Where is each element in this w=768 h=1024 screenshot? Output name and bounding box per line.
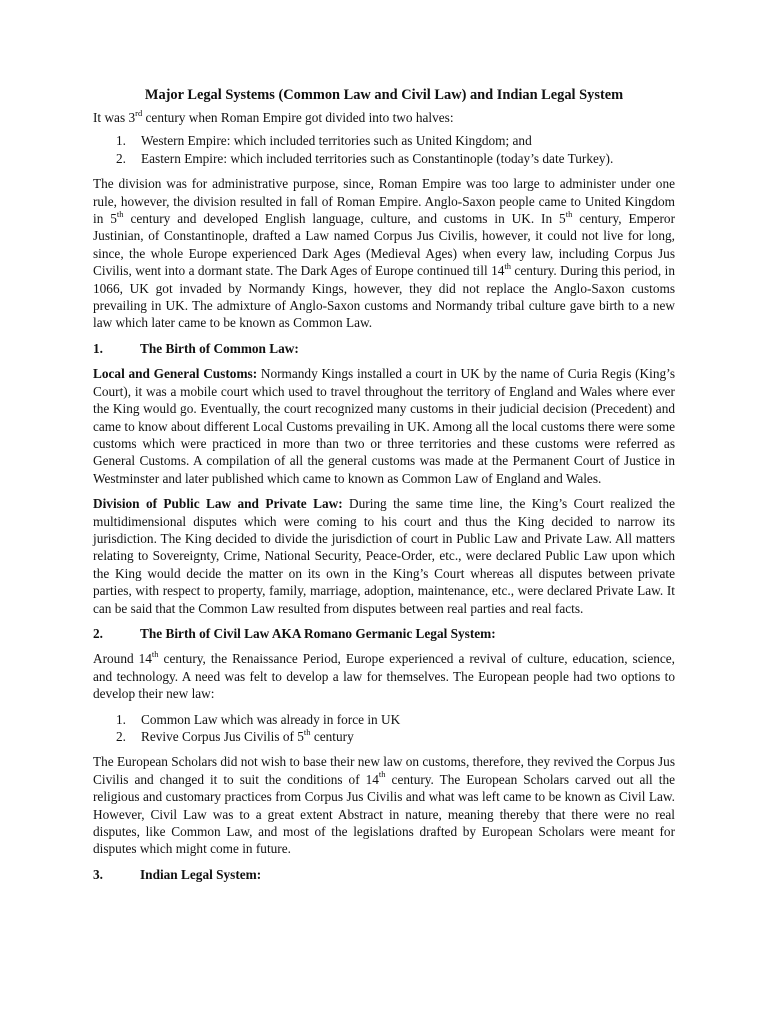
superscript: th [504, 260, 511, 271]
section-number: 1. [93, 340, 103, 356]
list-number: 1. [116, 133, 126, 149]
paragraph-text: century, Emperor Justinian, of Constantinople, drafted a Law named Corpus Jus Civilis, however, it could not live for long, since, the whole Europe experienced Dark Ages (Medieval Ages) when every law, including Corpus Jus Civilis, went into a dormant state. The Dark Ages of Europe continued till 14 [93, 211, 675, 279]
superscript: th [565, 208, 573, 219]
list-item [93, 132, 675, 149]
paragraph-text: The division was for administrative purpose, since, Roman Empire was too large to administer under one rule, however, the division resulted in fall of Roman Empire. Anglo-Saxon people came to United Kingdom in 5 [93, 176, 675, 227]
list-text-part: century [310, 729, 354, 744]
section-heading-common-law [93, 340, 675, 357]
list-number: 1. [116, 711, 126, 727]
options-list [93, 711, 675, 746]
list-text [141, 728, 354, 745]
superscript: rd [135, 107, 143, 118]
paragraph-text: century. During this period, in 1066, UK got invaded by Normandy Kings, however, they did not replace the Anglo-Saxon customs prevailing in UK. The admixture of Anglo-Saxon customs and Normandy tribal culture gave birth to a new law which later came to be known as Common Law. [93, 263, 675, 331]
list-text: Common Law which was already in force in UK [141, 711, 401, 727]
paragraph-lead: Division of Public Law and Private Law: [93, 496, 343, 512]
superscript: th [303, 726, 311, 737]
list-text: Western Empire: which included territories such as United Kingdom; and [141, 133, 532, 149]
intro-text: It was 3 [93, 110, 136, 125]
public-private-paragraph [93, 495, 675, 617]
intro-paragraph [93, 109, 675, 126]
paragraph-lead: Local and General Customs: [93, 366, 258, 382]
section-heading-civil-law [93, 625, 675, 642]
section-number: 3. [93, 866, 103, 882]
section-number: 2. [93, 625, 103, 641]
superscript: th [116, 208, 124, 219]
superscript: th [378, 769, 386, 780]
paragraph-text: century. The European Scholars carved out all the religious and customary practices from Corpus Jus Civilis and what was left came to be known as Civil Law. However, Civil Law was to a great extent Abstract in nature, meaning thereby that there were no real disputes, like Common Law, and most of the legislations drafted by European Scholars were meant for disputes which might come in future. [93, 771, 675, 857]
section-heading-indian-legal-system [93, 866, 675, 883]
paragraph-text: During the same time line, the King’s Court realized the multidimensional disputes which were coming to his court and thus the King decided to narrow its jurisdiction. The King decided to divide the jurisdiction of court in Public Law and Private Law. All matters relating to Sovereignty, Crime, National Security, Peace-Order, etc., were declared Public Law upon which the King would decide the matter on its own in the King’s Court whereas all disputes between private parties, with respect to property, family, marriage, adoption, maintenance, etc., were declared Private Law. It can be said that the Common Law resulted from disputes between real parties and real facts. [93, 496, 676, 616]
section-title: The Birth of Common Law: [140, 340, 299, 356]
list-item [93, 711, 675, 728]
section-title: Indian Legal System: [140, 866, 262, 882]
superscript: th [151, 648, 159, 659]
paragraph-text: century and developed English language, culture, and customs in UK. In 5 [123, 211, 566, 227]
renaissance-paragraph [93, 650, 675, 702]
paragraph-text: Normandy Kings installed a court in UK by the name of Curia Regis (King’s Court), it was a mobile court which used to travel throughout the territory of England and Wales where ever the King would go. Eventually, the court recognized many customs in their judicial decision (Precedent) and came to know about different Local Customs prevailing in UK. Among all the local customs there were some customs which were practiced in more than two or three territories and these customs were referred as General Customs. A compilation of all the general customs was made at the Permanent Court of Justice in Westminster and later published which came to known as Common Law of England and Wales. [93, 366, 675, 486]
list-text: Eastern Empire: which included territories such as Constantinople (today’s date Turkey). [141, 150, 614, 166]
intro-text-rest: century when Roman Empire got divided into two halves: [142, 110, 454, 125]
list-item [93, 728, 675, 745]
list-text-part: Revive Corpus Jus Civilis of 5 [141, 729, 304, 744]
list-number: 2. [116, 729, 126, 744]
empire-list [93, 132, 675, 167]
scholars-paragraph [93, 753, 675, 857]
document-title: Major Legal Systems (Common Law and Civil Law) and Indian Legal System [144, 87, 624, 103]
list-item [93, 150, 675, 167]
paragraph-text: Around 14 [93, 651, 152, 667]
section-title: The Birth of Civil Law AKA Romano Germanic Legal System: [140, 625, 496, 641]
customs-paragraph [93, 365, 675, 487]
division-paragraph [93, 175, 675, 332]
list-number: 2. [116, 150, 126, 166]
paragraph-text: century, the Renaissance Period, Europe experienced a revival of culture, education, science, and technology. A need was felt to develop a law for themselves. The European people had two options to develop their new law: [93, 651, 675, 702]
paragraph-text: The European Scholars did not wish to base their new law on customs, therefore, they revived the Corpus Jus Civilis and changed it to suit the conditions of 14 [93, 754, 675, 787]
